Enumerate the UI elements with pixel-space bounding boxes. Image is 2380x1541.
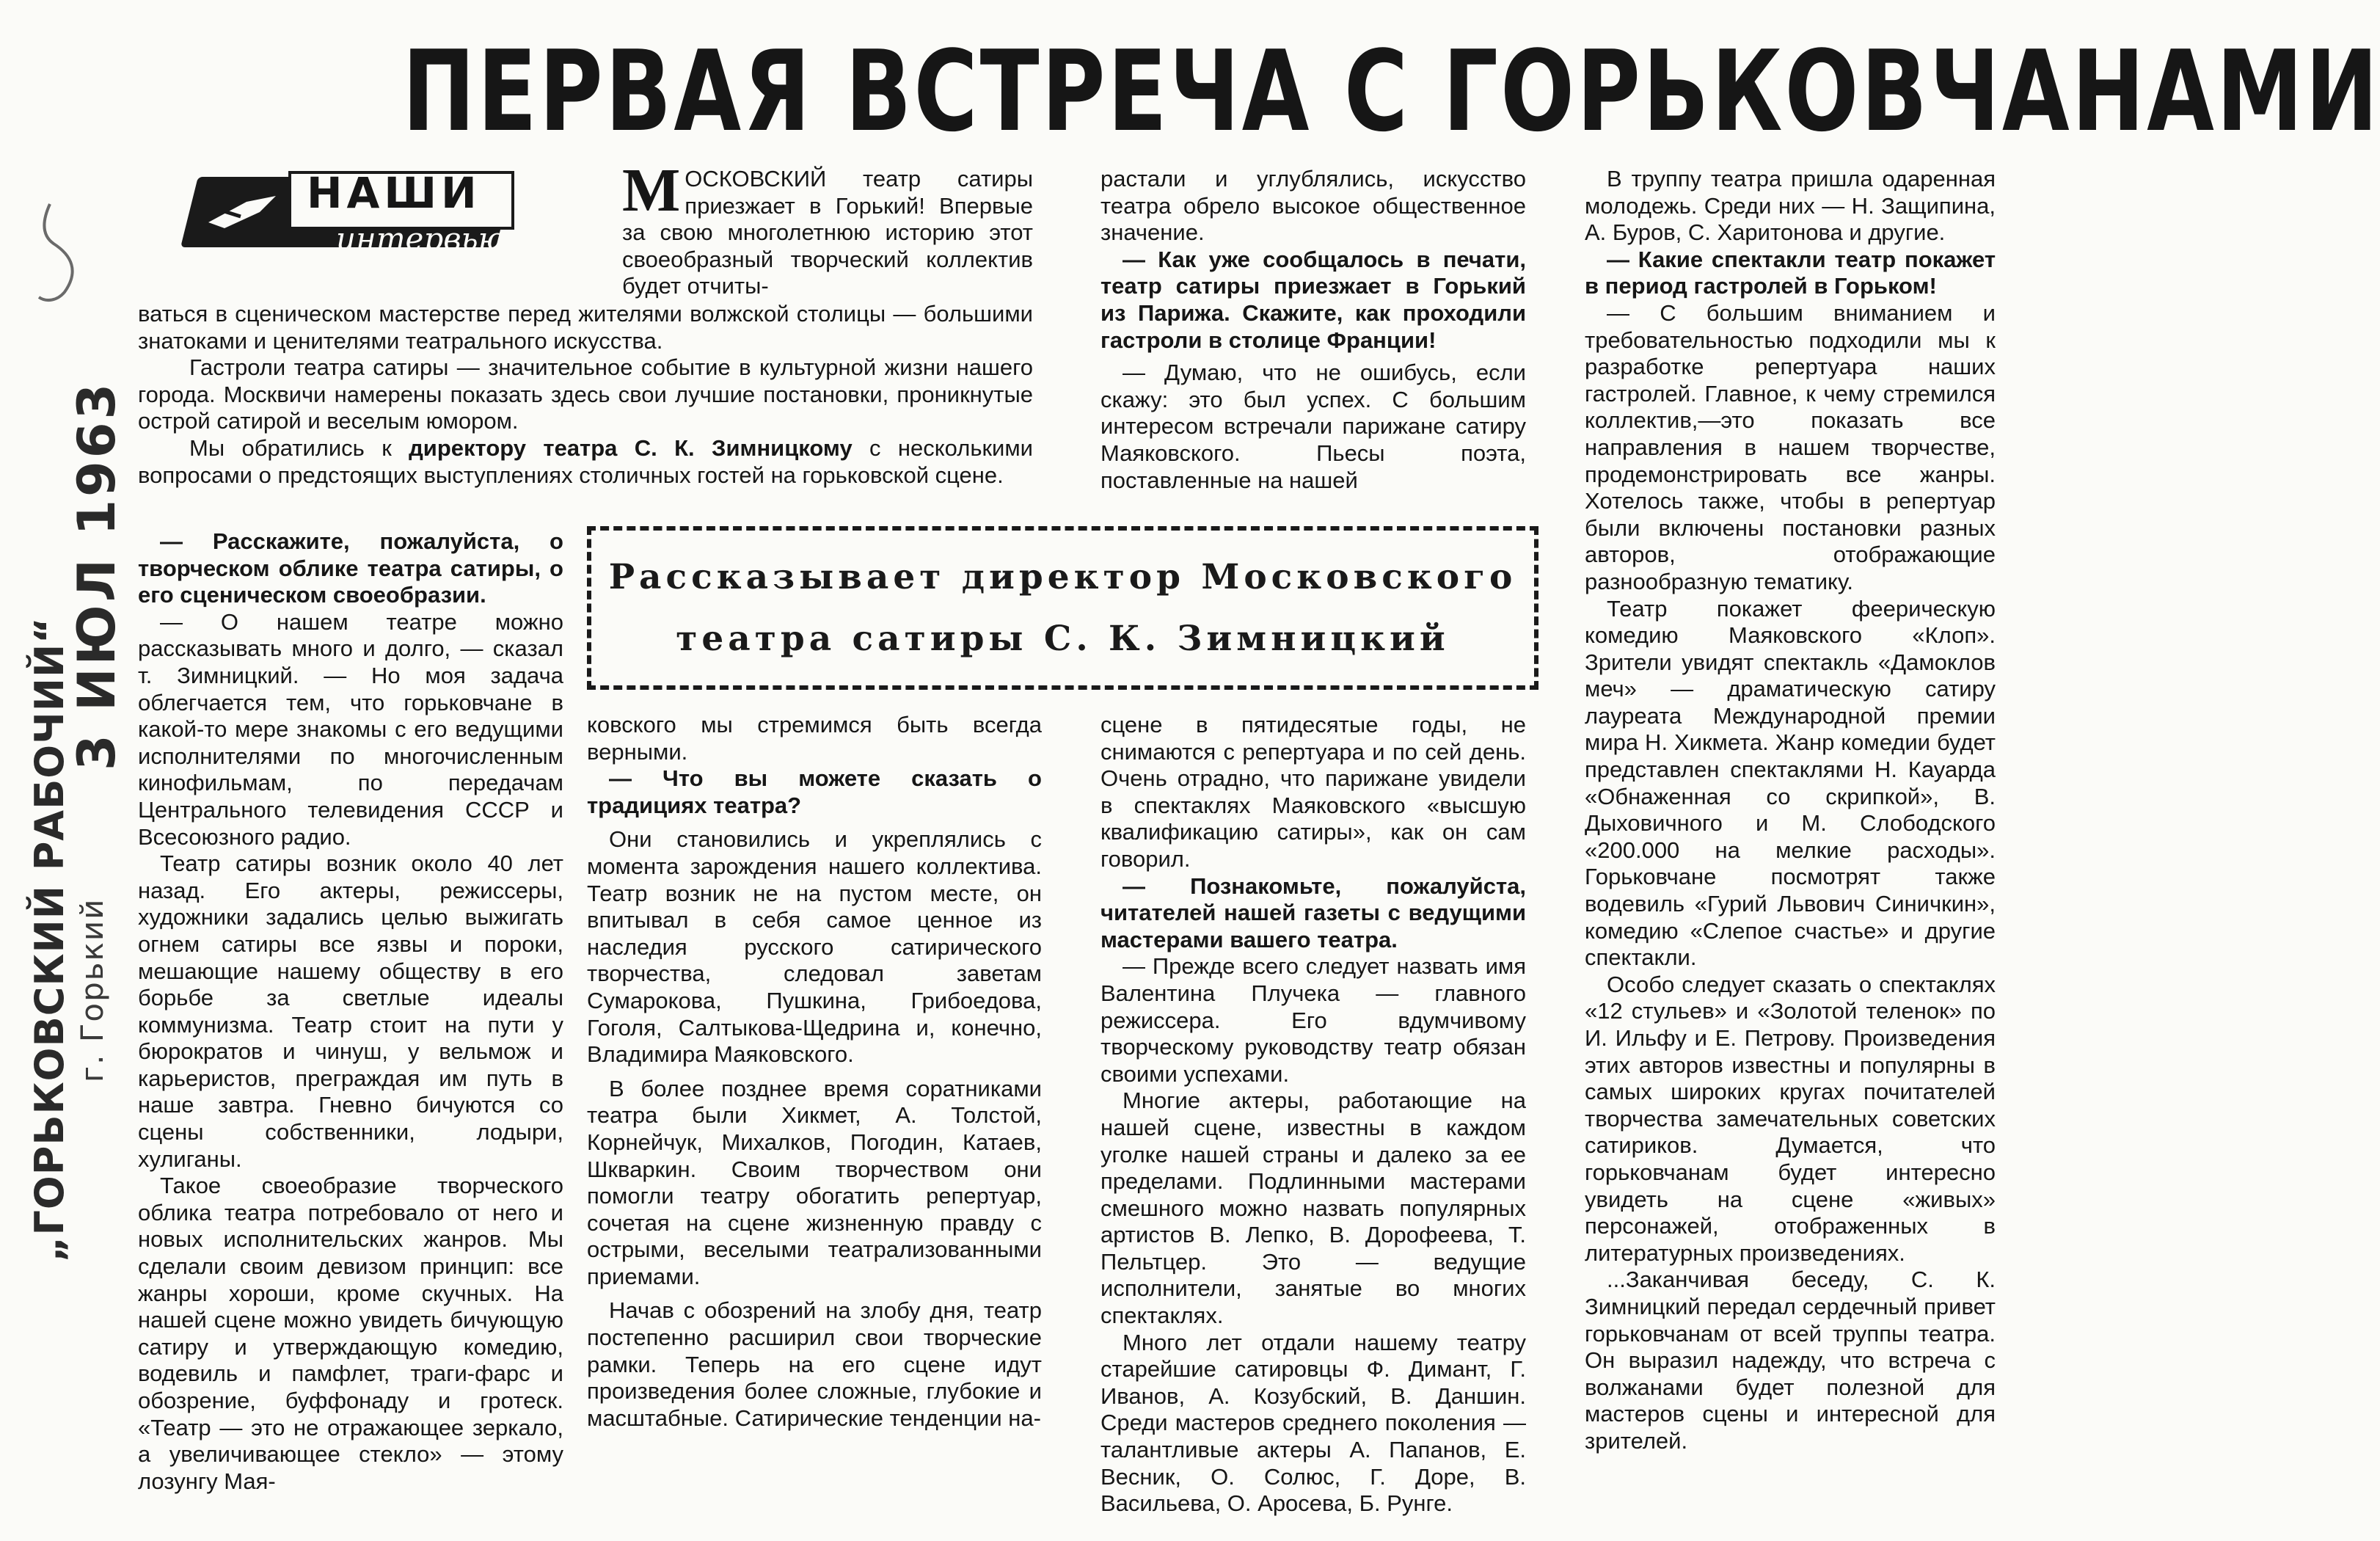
paragraph: — Думаю, что не ошибусь, если скажу: это был успех. С большим интересом встречали парижане сатиру Маяковского. Пьесы поэта, поставленные на нашей — [1100, 360, 1526, 493]
rubric-logo — [189, 165, 512, 261]
paragraph: В труппу театра пришла одаренная молодежь. Среди них — Н. Защипина, А. Буров, С. Харитонова и другие. — [1585, 166, 1996, 246]
stamp-date: 3 ИЮЛ 1963 — [67, 380, 127, 770]
paragraph: — С большим вниманием и требовательностью подходили мы к разработке репертуара наших гастролей. Главное, к чему стремился коллектив,—это показать все направления в нашем творчестве, продемонстрировать все жанры. Хотелось также, чтобы в репертуар были включены постановки разных авторов, отображающие разнообразную тематику. — [1585, 299, 1996, 594]
intro-block — [138, 301, 1033, 489]
subheadline-line-2: театра сатиры С. К. Зимницкий — [676, 619, 1450, 659]
paragraph: Театр покажет феерическую комедию Маяковского «Клоп». Зрители увидят спектакль «Дамоклов меч» — драматическую сатиру лауреата Международной премии мира Н. Хикмета. Жанр комедии будет представлен спектаклями Н. Кауарда «Обнаженная со скрипкой», В. Дыховичного и М. Слободского «200.000 на мелкие расходы». Горьковчане посмотрят также водевиль «Гурий Львович Синичкин», комедию «Слепое счастье» и другие спектакли. — [1585, 595, 1996, 971]
paragraph: — О нашем театре можно рассказывать много и долго, — сказал т. Зимницкий. — Но моя задача облегчается тем, что горьковчане в какой-то мере знакомы с его ведущими исполнителями по многочисленным кинофильмам, по передачам Центрального телевидения СССР и Всесоюзного радио. — [138, 608, 563, 850]
paragraph: Такое своеобразие творческого облика театра потребовало от него и новых исполнительских жанров. Мы сделали своим девизом принцип: все жанры хороши, кроме скучных. На нашей сцене можно увидеть бичующую сатиру и утверждающую комедию, водевиль и памфлет, траги-фарс и обозрение, буффонаду и гротеск. «Театр — это не отражающее зеркало, а увеличивающее стекло» — этому лозунгу Мая- — [138, 1173, 563, 1494]
paragraph: сцене в пятидесятые годы, не снимаются с репертуара и по сей день. Очень отрадно, что парижане увидели в спектаклях Маяковского «высшую квалификацию сатиры», как он сам говорил. — [1100, 712, 1526, 872]
stamp-city: г. Горький — [74, 897, 110, 1082]
question: — Как уже сообщалось в печати, театр сатиры приезжает в Горький из Парижа. Скажите, как проходили гастроли в столице Франции! — [1100, 246, 1526, 353]
paragraph: растали и углублялись, искусство театра обрело высокое общественное значение. — [1100, 166, 1526, 246]
stamp-newspaper-name: „ГОРЬКОВСКИЙ РАБОЧИЙ“ — [26, 616, 73, 1262]
column-1 — [138, 528, 563, 1495]
intro-paragraph: ваться в сценическом мастерстве перед жителями волжской столицы — большими знатоками и ценителями театрального искусства. — [138, 301, 1033, 354]
paragraph: — Прежде всего следует назвать имя Валентина Плучека — главного режиссера. Его вдумчивому творческому руководству театр обязан своими успехами. — [1100, 953, 1526, 1087]
question: — Что вы можете сказать о традициях театра? — [587, 765, 1042, 818]
paragraph: ковского мы стремимся быть всегда верными. — [587, 712, 1042, 765]
paragraph: Много лет отдали нашему театру старейшие сатировцы Ф. Димант, Г. Иванов, А. Козубский, В. Даншин. Среди мастеров среднего поколения — талантливые актеры А. Папанов, Е. Весник, О. Солюс, Г. Доре, В. Васильева, О. Аросева, Б. Рунге. — [1100, 1329, 1526, 1517]
subheadline — [587, 547, 1538, 670]
question: — Какие спектакли театр покажет в период гастролей в Горьком! — [1585, 246, 1996, 299]
pencil-mark-icon — [21, 198, 101, 308]
question: — Расскажите, пожалуйста, о творческом облике театра сатиры, о его сценическом своеобразии. — [138, 528, 563, 608]
question: — Познакомьте, пожалуйста, читателей нашей газеты с ведущими мастерами вашего театра. — [1100, 872, 1526, 952]
rubric-emblem-icon — [202, 187, 283, 236]
intro-paragraph: Мы обратились к директору театра С. К. Зимницкому с несколькими вопросами о предстоящих выступлениях столичных гостей на горьковской сцене. — [138, 434, 1033, 488]
paragraph: Особо следует сказать о спектаклях «12 стульев» и «Золотой теленок» по И. Ильфу и Е. Петрову. Произведения этих авторов известны и популярны в самых широких кругах почитателей творчества замечательных советских сатириков. Думается, что горьковчанам будет интересно увидеть на сцене «живых» персонажей, отображенных в литературных произведениях. — [1585, 971, 1996, 1266]
article-headline: ПЕРВАЯ ВСТРЕЧА С ГОРЬКОВЧАНАМИ — [402, 26, 2380, 156]
column-3-top — [1100, 166, 1526, 494]
rubric-title: НАШИ — [307, 168, 481, 218]
paragraph: ...Заканчивая беседу, С. К. Зимницкий передал сердечный привет горьковчанам от всей труппы театра. Он выразил надежду, что встреча с волжанами будет полезной для мастеров сцены и интересной для зрителей. — [1585, 1267, 1996, 1454]
intro-lead — [622, 156, 1033, 300]
rubric-subtitle: интервью — [336, 221, 505, 257]
paragraph: Театр сатиры возник около 40 лет назад. Его актеры, режиссеры, художники задались целью выжигать огнем сатиры все язвы и пороки, мешающие нашему обществу в его борьбе за светлые идеалы коммунизма. Театр стоит на пути у бюрократов и чинуш, у вельмож и карьеристов, преграждая им путь в наше завтра. Гневно бичуются со сцены собственники, лодыри, хулиганы. — [138, 850, 563, 1172]
subheadline-line-1: Рассказывает директор Московского — [608, 557, 1517, 597]
paragraph: Многие актеры, работающие на нашей сцене, известны в каждом уголке нашей страны и далеко за ее пределами. Подлинными мастерами смешного можно назвать популярных артистов В. Лепко, В. Дорофеева, Т. Пельтцер. Это — ведущие исполнители, занятые во многих спектаклях. — [1100, 1088, 1526, 1329]
column-3 — [1100, 712, 1526, 1518]
intro-paragraph: Гастроли театра сатиры — значительное событие в культурной жизни нашего города. Москвичи намерены показать здесь свои лучшие постановки, проникнутые острой сатирой и веселым юмором. — [138, 354, 1033, 434]
paragraph: Они становились и укреплялись с момента зарождения нашего коллектива. Театр возник не на пустом месте, он впитывал в себя самое ценное из наследия русского сатирического творчества, следовал заветам Сумарокова, Пушкина, Грибоедова, Гоголя, Салтыкова-Щедрина и, конечно, Владимира Маяковского. — [587, 826, 1042, 1068]
intro-lead-text: ОСКОВСКИЙ театр сатиры приезжает в Горький! Впервые за свою многолетнюю историю этот своеобразный творческий коллектив будет отчиты- — [622, 166, 1033, 299]
paragraph: Начав с обозрений на злобу дня, театр постепенно расширил свои творческие рамки. Теперь на его сцене идут произведения более сложные, глубокие и масштабные. Сатирические тенденции на- — [587, 1297, 1042, 1431]
paragraph: В более позднее время соратниками театра были Хикмет, А. Толстой, Корнейчук, Михалков, Погодин, Катаев, Шкваркин. Своим творчеством они помогли театру обогатить репертуар, сочетая на сцене жизненную правду с острыми, веселыми театрализованными приемами. — [587, 1075, 1042, 1289]
column-4 — [1585, 166, 1996, 1455]
column-2 — [587, 712, 1042, 1432]
drop-cap: М — [622, 156, 681, 225]
